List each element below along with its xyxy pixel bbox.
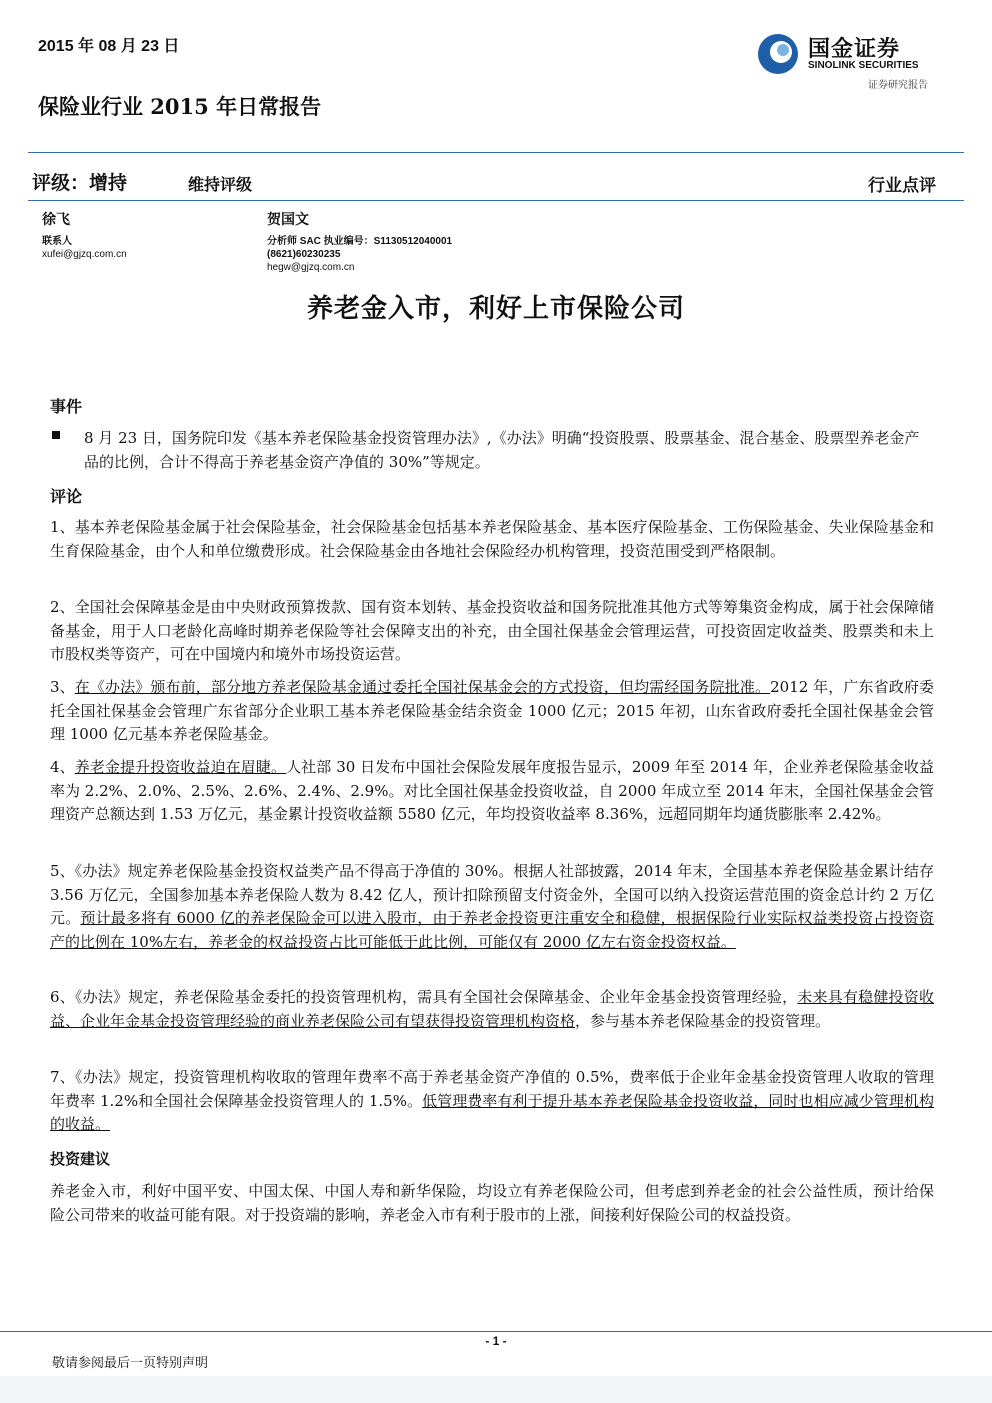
analyst-block-2 bbox=[267, 209, 452, 273]
comment-paragraph-4 bbox=[50, 756, 934, 827]
bottom-bar bbox=[0, 1376, 992, 1403]
section-title-advice: 投资建议 bbox=[50, 1150, 111, 1168]
analyst-name: 徐飞 bbox=[42, 212, 70, 228]
paragraph-text: 人社部 30 日发布中国社会保险发展年度报告显示，2009 年至 2014 年，企业养老保险基金收益率为 2.2%、2.0%、2.5%、2.6%、2.4%、2.9%。对比全国社保基金投资收益，自 2000 年成立至 2014 年末，全国社保基金会管理资产总额达到 1.53 万亿元，基金累计投资收益额 5580 亿元，年均投资收益率 8.36%，远超同期年均通货膨胀率 2.42%。 bbox=[50, 758, 934, 823]
bullet-icon bbox=[52, 431, 60, 439]
rating-keep: 维持评级 bbox=[188, 175, 253, 194]
advice-paragraph: 养老金入市，利好中国平安、中国太保、中国人寿和新华保险，均设立有养老保险公司，但考虑到养老金的社会公益性质，预计给保险公司带来的收益可能有限。对于投资端的影响，养老金入市有利于股市的上涨，间接利好保险公司的权益投资。 bbox=[50, 1182, 934, 1224]
comment-paragraph-6 bbox=[50, 986, 934, 1033]
comment-paragraph-1: 1、基本养老保险基金属于社会保险基金，社会保险基金包括基本养老保险基金、基本医疗保险基金、工伤保险基金、失业保险基金和生育保险基金，由个人和单位缴费形成。社会保险基金由各地社会保险经办机构管理，投资范围受到严格限制。 bbox=[50, 518, 934, 560]
brand-name-en: SINOLINK SECURITIES bbox=[808, 60, 919, 71]
analyst-block-1 bbox=[42, 209, 127, 260]
underlined-highlight: 未来具有稳健投资收益、企业年金基金投资管理经验的商业养老保险公司有望获得投资管理机构资格 bbox=[50, 988, 934, 1030]
paragraph-text: ，参与基本养老保险基金的投资管理。 bbox=[575, 1011, 831, 1030]
comment-paragraph-7 bbox=[50, 1066, 934, 1137]
report-date: 2015 年 08 月 23 日 bbox=[38, 38, 180, 55]
underlined-highlight: 在《办法》颁布前，部分地方养老保险基金通过委托全国社保基金会的方式投资，但均需经国务院批准。 bbox=[74, 678, 771, 696]
paragraph-text: 7、《办法》规定，投资管理机构收取的管理年费率不高于养老基金资产净值的 0.5%，费率低于企业年金基金投资管理人收取的管理年费率 1.2%和全国社会保障基金投资管理人的 1.5%。 bbox=[50, 1068, 934, 1110]
paragraph-text: 2012 年，广东省政府委托全国社保基金会管理广东省部分企业职工基本养老保险基金结余资金 1000 亿元；2015 年初，山东省政府委托全国社保基金会管理 1000 亿元基本养老保险基金。 bbox=[50, 678, 934, 743]
paragraph-text: 6、《办法》规定，养老保险基金委托的投资管理机构，需具有全国社会保障基金、企业年金基金投资管理经验， bbox=[50, 988, 798, 1006]
analyst-role: 分析师 SAC 执业编号：S1130512040001 bbox=[267, 236, 453, 247]
analyst-phone: (8621)60230235 bbox=[267, 249, 341, 260]
underlined-highlight: 养老金提升投资收益迫在眉睫。 bbox=[74, 758, 287, 776]
analyst-email[interactable]: hegw@gjzq.com.cn bbox=[267, 262, 355, 273]
analyst-name: 贺国文 bbox=[267, 212, 309, 228]
comment-paragraph-3 bbox=[50, 676, 934, 747]
comment-paragraph-2: 2、全国社会保障基金是由中央财政预算拨款、国有资本划转、基金投资收益和国务院批准其他方式等筹集资金构成，属于社会保障储备基金，用于人口老龄化高峰时期养老保险等社会保障支出的补充，由全国社保基金会管理运营，可投资固定收益类、股票类和未上市股权类等资产，可在中国境内和境外市场投资运营。 bbox=[50, 598, 934, 663]
analyst-role: 联系人 bbox=[42, 236, 72, 247]
section-title-comment: 评论 bbox=[50, 487, 83, 506]
article-headline: 养老金入市，利好上市保险公司 bbox=[306, 294, 685, 324]
underlined-highlight: 低管理费率有利于提升基本养老保险基金投资收益，同时也相应减少管理机构的收益。 bbox=[50, 1091, 934, 1133]
underlined-highlight: 预计最多将有 6000 亿的养老保险金可以进入股市，由于养老金投资更注重安全和稳健，根据保险行业实际权益类投资占投资资产的比例在 10%左右，养老金的权益投资占比可能低于此比例，可能仅有 2000 亿左右资金投资权益。 bbox=[50, 909, 934, 951]
brand-subtitle: 证券研究报告 bbox=[868, 80, 928, 91]
paragraph-number: 3、 bbox=[50, 678, 75, 696]
disclaimer-note: 敬请参阅最后一页特别声明 bbox=[52, 1356, 209, 1371]
footer-divider bbox=[0, 1331, 992, 1332]
comment-paragraph-5 bbox=[50, 860, 934, 954]
rating-label: 评级：增持 bbox=[32, 172, 128, 194]
brand-name-cn: 国金证券 bbox=[808, 37, 901, 62]
section-title-event: 事件 bbox=[50, 397, 83, 416]
rating-divider bbox=[28, 200, 964, 201]
report-title: 保险业行业 2015 年日常报告 bbox=[38, 94, 322, 119]
header-divider bbox=[28, 152, 964, 153]
event-text: 8 月 23 日，国务院印发《基本养老保险基金投资管理办法》,《办法》明确“投资股票、股票基金、混合基金、股票型养老金产品的比例，合计不得高于养老基金资产净值的 30%”等规定。 bbox=[84, 429, 920, 471]
paragraph-text: 5、《办法》规定养老保险基金投资权益类产品不得高于净值的 30%。根据人社部披露，2014 年末，全国基本养老保险基金累计结存 3.56 万亿元，全国参加基本养老保险人数为 8.42 亿人，预计扣除预留支付资金外，全国可以纳入投资运营范围的资金总计约 2 万亿元。 bbox=[50, 862, 934, 927]
sinolink-logo-icon bbox=[756, 32, 800, 76]
brand-logo bbox=[756, 30, 946, 92]
paragraph-number: 4、 bbox=[50, 758, 75, 776]
report-type: 行业点评 bbox=[868, 176, 936, 196]
page-number: - 1 - bbox=[485, 1334, 507, 1348]
analyst-email[interactable]: xufei@gjzq.com.cn bbox=[42, 249, 127, 260]
